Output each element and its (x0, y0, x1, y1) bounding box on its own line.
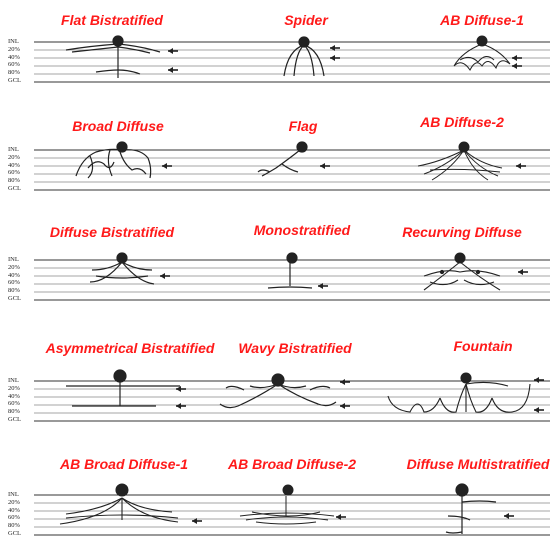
cell-title: Recurving Diffuse (402, 224, 522, 240)
cell-drawing-monostratified (268, 253, 312, 288)
layer-labels: INL 20% 40% 60% 80% GCL (8, 38, 21, 84)
cell-drawing-diffuse-bistratified (90, 253, 154, 284)
cell-title: Wavy Bistratified (238, 340, 352, 356)
layer-labels: INL 20% 40% 60% 80% GCL (8, 146, 21, 192)
cell-title: AB Broad Diffuse-1 (59, 456, 189, 472)
cell-drawing-ab-diffuse-1 (454, 36, 510, 70)
cell-title: Flag (288, 118, 318, 134)
layer-labels: INL 20% 40% 60% 80% GCL (8, 256, 21, 302)
cell-drawing-broad-diffuse (76, 142, 151, 178)
cell-title: Diffuse Bistratified (49, 224, 175, 240)
cell-title: Asymmetrical Bistratified (45, 340, 215, 356)
cell-drawing-ab-broad-diffuse-1 (60, 484, 178, 524)
cell-drawing-ab-broad-diffuse-2 (240, 485, 334, 524)
cell-title: AB Broad Diffuse-2 (227, 456, 357, 472)
cell-title: Broad Diffuse (72, 118, 164, 134)
layer-labels: INL 20% 40% 60% 80% GCL (8, 491, 21, 537)
cell-drawing-wavy-bistratified (220, 374, 336, 408)
layer-labels: INL 20% 40% 60% 80% GCL (8, 377, 21, 423)
cell-title: Diffuse Multistratified (406, 456, 550, 472)
cell-title: AB Diffuse-1 (440, 12, 524, 28)
cell-title: AB Diffuse-2 (420, 114, 504, 130)
layer-grid (34, 260, 550, 300)
cell-drawing-spider (284, 37, 324, 76)
cell-drawing-flag (258, 142, 307, 176)
cell-drawing-diffuse-multistratified (446, 484, 496, 534)
cell-title: Flat Bistratified (61, 12, 163, 28)
cell-title: Spider (284, 12, 328, 28)
cell-title: Fountain (453, 338, 513, 354)
cell-drawing-recurving-diffuse (424, 253, 500, 290)
cell-drawing-asymmetrical-bistratified (66, 370, 180, 406)
cell-title: Monostratified (253, 222, 351, 238)
cell-drawing-fountain (388, 373, 530, 412)
